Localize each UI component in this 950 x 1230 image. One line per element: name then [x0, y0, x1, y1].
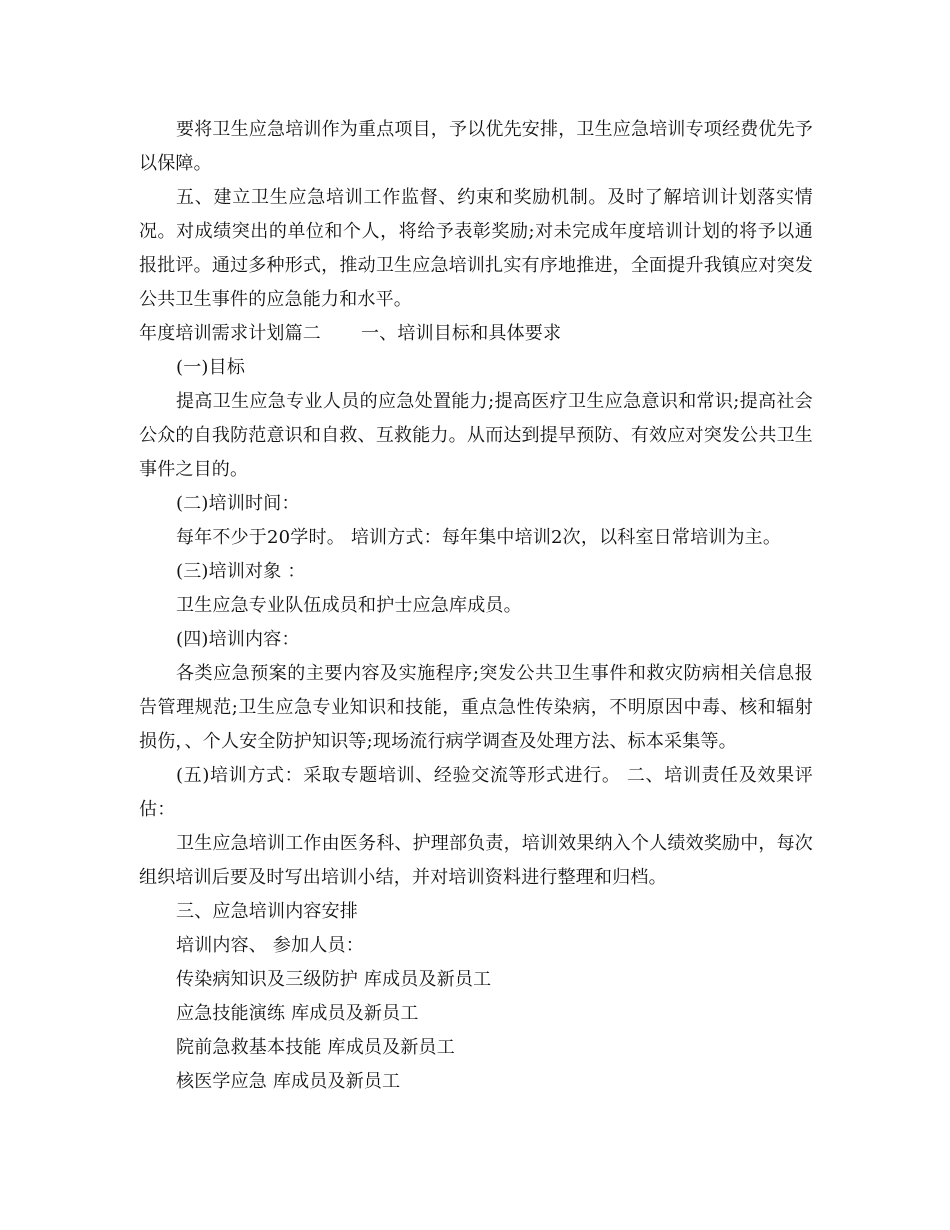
- list-item: 应急技能演练 库成员及新员工: [176, 1003, 419, 1024]
- subheading-goal: (一)目标: [176, 357, 246, 378]
- paragraph-supervision-mechanism: 五、建立卫生应急培训工作监督、约束和奖励机制。及时了解培训计划落实情况。对成绩突出的单位和个人，将给予表彰奖励;对未完成年度培训计划的将予以通报批评。通过多种形式，推动卫生应急培训扎实有序地推进，全面提升我镇应对突发公共卫生事件的应急能力和水平。: [139, 187, 813, 310]
- list-item: 核医学应急 库成员及新员工: [176, 1071, 401, 1092]
- document-body: [139, 113, 813, 1099]
- subheading-training-target: (三)培训对象 ：: [176, 561, 306, 582]
- section-subtitle: 一、培训目标和具体要求: [361, 323, 562, 344]
- paragraph-training-method: (五)培训方式：采取专题培训、经验交流等形式进行。 二、培训责任及效果评估：: [139, 765, 813, 820]
- paragraph-training-time-detail: 每年不少于20学时。 培训方式：每年集中培训2次，以科室日常培训为主。: [176, 527, 782, 548]
- paragraph-training-content-detail: 各类应急预案的主要内容及实施程序;突发公共卫生事件和救灾防病相关信息报告管理规范;卫生应急专业知识和技能，重点急性传染病，不明原因中毒、核和辐射损伤，、个人安全防护知识等;现场流行病学调查及处理方法、标本采集等。: [139, 663, 813, 752]
- list-item: 院前急救基本技能 库成员及新员工: [176, 1037, 455, 1058]
- paragraph-responsibility: 卫生应急培训工作由医务科、护理部负责，培训效果纳入个人绩效奖励中，每次组织培训后要及时写出培训小结，并对培训资料进行整理和归档。: [139, 833, 813, 888]
- list-header: 培训内容、 参加人员：: [176, 935, 364, 956]
- section-heading-line: [139, 317, 813, 351]
- subheading-content-arrangement: 三、应急培训内容安排: [176, 901, 358, 922]
- list-item: 传染病知识及三级防护 库成员及新员工: [176, 969, 492, 990]
- section-title: 年度培训需求计划篇二: [139, 323, 321, 344]
- subheading-training-time: (二)培训时间：: [176, 493, 300, 514]
- paragraph-budget-priority: 要将卫生应急培训作为重点项目，予以优先安排，卫生应急培训专项经费优先予以保障。: [139, 119, 813, 174]
- subheading-training-content: (四)培训内容：: [176, 629, 300, 650]
- paragraph-training-target-detail: 卫生应急专业队伍成员和护士应急库成员。: [176, 595, 522, 616]
- paragraph-goal-detail: 提高卫生应急专业人员的应急处置能力;提高医疗卫生应急意识和常识;提高社会公众的自我防范意识和自救、互救能力。从而达到提早预防、有效应对突发公共卫生事件之目的。: [139, 391, 813, 480]
